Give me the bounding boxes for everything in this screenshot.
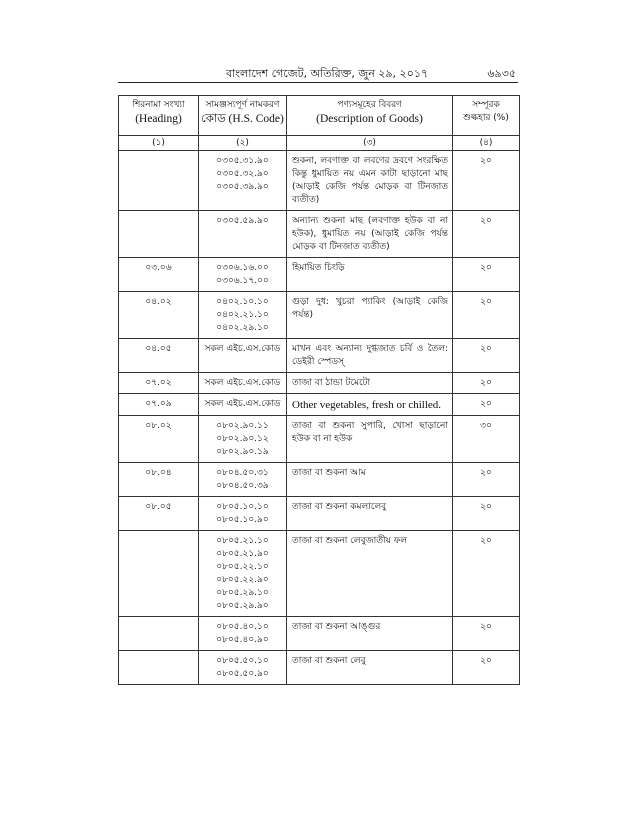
table-row [119, 151, 520, 211]
hs-code-cell [199, 258, 287, 292]
heading-number-cell: ০৮.০৪ [119, 463, 199, 497]
column-number-row [119, 136, 520, 151]
column-header-duty-rate [453, 96, 520, 136]
duty-rate-cell: ২০ [453, 617, 520, 651]
column-header-sublabel: কোড (H.S. Code) [201, 113, 284, 125]
duty-rate-cell: ২০ [453, 258, 520, 292]
table-row [119, 531, 520, 617]
hs-code: ০৩০৫.৫৯.৯০ [216, 216, 269, 226]
hs-code: ০৮০৫.২৯.১০ [216, 588, 269, 598]
hs-code: সকল এইচ.এস.কোড [204, 399, 281, 409]
hs-code: ০৮০৫.৪০.১০ [216, 622, 269, 632]
duty-rate-cell: ২০ [453, 339, 520, 373]
table-row [119, 258, 520, 292]
heading-number-cell: ০৭.০৯ [119, 394, 199, 416]
hs-code-cell [199, 617, 287, 651]
goods-description-cell: অন্যান্য শুকনা মাছ (লবণাক্ত হউক বা না হউক), ধুমায়িত নয় (আড়াই কেজি পর্যন্ত মোড়ক বা টিনজাত ব্যতীত) [287, 211, 453, 258]
goods-description-cell: তাজা বা শুকনা সুপারি, খোসা ছাড়ানো হউক বা না হউক [287, 416, 453, 463]
heading-number-cell [119, 531, 199, 617]
hs-code: ০৩০৫.৩১.৯০ [216, 156, 269, 166]
table-body [119, 151, 520, 685]
goods-description-cell: গুড়া দুধ: খুচরা প্যাকিং (আড়াই কেজি পর্যন্ত) [287, 292, 453, 339]
column-header-label: শিরনামা সংখ্যা [132, 100, 185, 110]
table-row [119, 651, 520, 685]
column-header-label: পণ্যসমূহের বিবরণ [337, 100, 402, 110]
hs-code: ০৮০৪.৫০.৩১ [216, 468, 269, 478]
duty-rate-cell: ২০ [453, 292, 520, 339]
column-header-label: সম্পূরক [472, 100, 500, 110]
hs-code-cell [199, 211, 287, 258]
hs-code: ০৮০৫.৫০.১০ [216, 656, 269, 666]
duty-rate-cell: ২০ [453, 211, 520, 258]
column-header-hs-code [199, 96, 287, 136]
heading-number-cell [119, 617, 199, 651]
column-number: (৩) [287, 136, 453, 151]
hs-code: ০৩০৬.১৬.০০ [216, 263, 269, 273]
column-header-heading [119, 96, 199, 136]
heading-number-cell: ০৪.০৫ [119, 339, 199, 373]
goods-description-cell: তাজা বা ঠান্ডা টমেটো [287, 373, 453, 394]
duty-rate-cell: ২০ [453, 651, 520, 685]
hs-code-cell [199, 497, 287, 531]
heading-number-cell: ০৪.০২ [119, 292, 199, 339]
goods-description-cell: তাজা বা শুকনা লেবু [287, 651, 453, 685]
duty-rate-cell: ২০ [453, 151, 520, 211]
heading-number-cell: ০৮.০৫ [119, 497, 199, 531]
table-row [119, 339, 520, 373]
hs-code-cell [199, 151, 287, 211]
column-header-sublabel: (Heading) [135, 113, 182, 125]
hs-code: ০৩০৫.৩৯.৯০ [216, 182, 269, 192]
table-row [119, 373, 520, 394]
hs-code: ০৮০৫.১০.১০ [216, 502, 269, 512]
hs-code: ০৮০২.৯০.১২ [216, 434, 269, 444]
goods-description-cell: মাখন এবং অন্যান্য দুগ্ধজাত চর্বি ও তৈল: ডেইরী স্পেডস্ [287, 339, 453, 373]
heading-number-cell: ০৭.০২ [119, 373, 199, 394]
hs-code-cell [199, 394, 287, 416]
heading-number-cell: ০৮.০২ [119, 416, 199, 463]
column-header-label: সামঞ্জস্যপূর্ণ নামকরণ [205, 100, 280, 110]
duty-rate-cell: ২০ [453, 531, 520, 617]
goods-description-cell: Other vegetables, fresh or chilled. [287, 394, 453, 416]
table-row [119, 497, 520, 531]
duty-rate-cell: ২০ [453, 394, 520, 416]
page-header [118, 62, 518, 83]
page-number: ৬৯৩৫ [487, 67, 516, 80]
table-row [119, 617, 520, 651]
duty-rate-cell: ২০ [453, 373, 520, 394]
hs-code: ০৮০৫.১০.৯০ [216, 515, 269, 525]
heading-number-cell [119, 651, 199, 685]
hs-code: ০৮০৪.৫০.৩৯ [216, 481, 269, 491]
duty-rate-cell: ২০ [453, 497, 520, 531]
hs-code: ০৮০২.৯০.১১ [216, 421, 269, 431]
table-header-row [119, 96, 520, 136]
hs-code: ০৮০৫.২১.১০ [216, 536, 269, 546]
duty-rate-cell: ৩০ [453, 416, 520, 463]
column-header-sublabel: শুল্কহার (%) [463, 113, 509, 123]
hs-code-cell [199, 339, 287, 373]
hs-code-cell [199, 416, 287, 463]
goods-description-cell: তাজা বা শুকনা কমলালেবু [287, 497, 453, 531]
table-row [119, 211, 520, 258]
hs-code: ০৩০৬.১৭.০০ [216, 276, 269, 286]
heading-number-cell [119, 211, 199, 258]
column-header-sublabel: (Description of Goods) [316, 113, 423, 125]
hs-code: সকল এইচ.এস.কোড [204, 378, 281, 388]
goods-description-cell: তাজা বা শুকনা আঙ্গুর [287, 617, 453, 651]
duty-rate-cell: ২০ [453, 463, 520, 497]
hs-code: ০৮০৫.২৯.৯০ [216, 601, 269, 611]
hs-code: ০৮০২.৯০.১৯ [216, 447, 269, 457]
hs-code: ০৩০৫.৩২.৯০ [216, 169, 269, 179]
hs-code-cell [199, 531, 287, 617]
hs-code: ০৮০৫.২১.৯০ [216, 549, 269, 559]
hs-code-cell [199, 651, 287, 685]
heading-number-cell: ০৩.০৬ [119, 258, 199, 292]
column-header-description [287, 96, 453, 136]
table-row [119, 416, 520, 463]
table-row [119, 463, 520, 497]
hs-code: ০৪০২.২৯.১০ [216, 323, 269, 333]
hs-code: ০৮০৫.৪০.৯০ [216, 635, 269, 645]
tariff-table [118, 95, 520, 685]
hs-code: ০৮০৫.৫০.৯০ [216, 669, 269, 679]
goods-description-cell: শুকনা, লবণাক্ত বা লবণের দ্রবণে সংরক্ষিত কিন্তু ধুমায়িত নয় এমন কাটা ছাড়ানো মাছ (আড়াই কেজি পর্যন্ত মোড়ক বা টিনজাত ব্যতীত) [287, 151, 453, 211]
heading-number-cell [119, 151, 199, 211]
hs-code: ০৪০২.১০.১০ [216, 297, 269, 307]
hs-code-cell [199, 463, 287, 497]
hs-code: ০৮০৫.২২.৯০ [216, 575, 269, 585]
gazette-title: বাংলাদেশ গেজেট, অতিরিক্ত, জুন ২৯, ২০১৭ [226, 67, 429, 80]
column-number: (৪) [453, 136, 520, 151]
column-number: (১) [119, 136, 199, 151]
table-row [119, 394, 520, 416]
table-row [119, 292, 520, 339]
hs-code: ০৪০২.২১.১০ [216, 310, 269, 320]
column-number: (২) [199, 136, 287, 151]
goods-description-cell: তাজা বা শুকনা লেবুজাতীয় ফল [287, 531, 453, 617]
hs-code-cell [199, 292, 287, 339]
hs-code: ০৮০৫.২২.১০ [216, 562, 269, 572]
goods-description-cell: তাজা বা শুকনা আম [287, 463, 453, 497]
goods-description-cell: হিমায়িত চিংড়ি [287, 258, 453, 292]
hs-code-cell [199, 373, 287, 394]
hs-code: সকল এইচ.এস.কোড [204, 344, 281, 354]
